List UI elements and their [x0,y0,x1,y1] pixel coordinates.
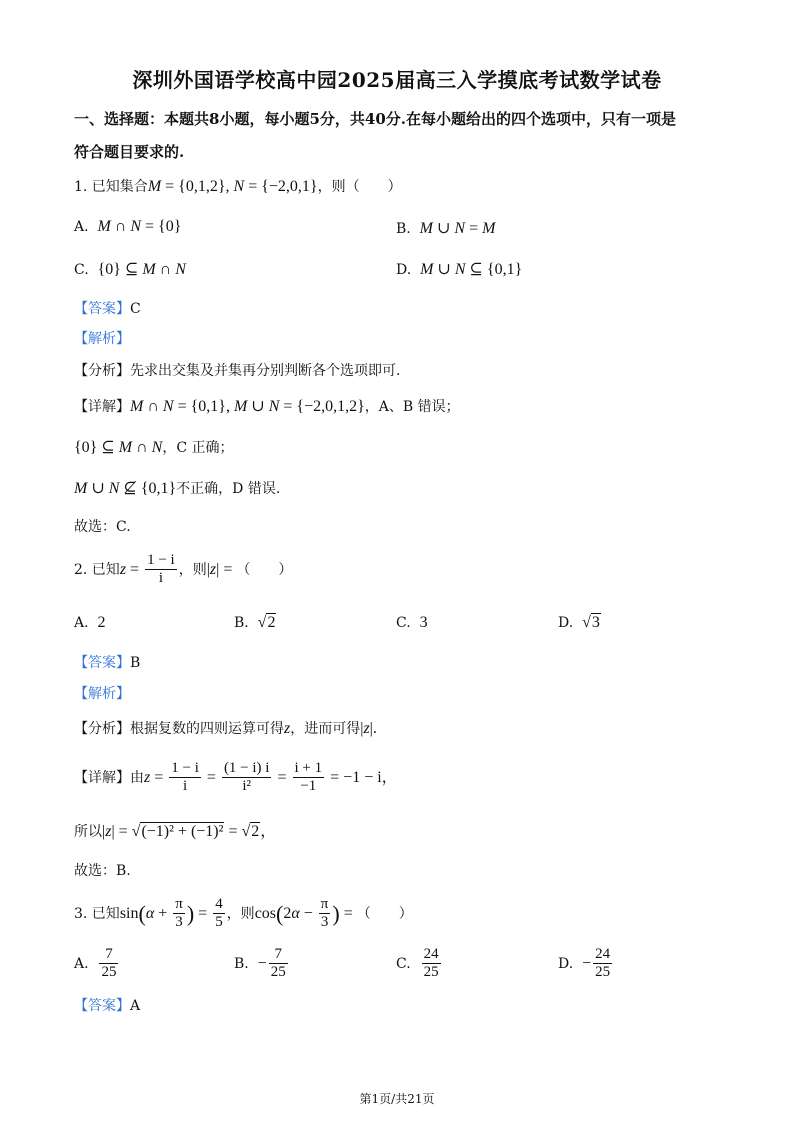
q1-choose: 故选：C. [74,519,131,535]
question-1-stem: 1. 已知集合M = {0,1,2}, N = {−2,0,1}，则（ ） [74,178,402,195]
question-3-stem: 3. 已知sin(α + $\frac{\pi}{3}$ ) = $\frac{4}{5}$ ，则cos(2α − $\frac{\pi}{3}$ ) = （ ） [74,896,413,931]
q2-choose: 故选：B. [74,863,131,879]
q2-option-b: B. √2 [234,614,276,631]
q3-option-b: B. − $\frac{7}{25}$ [234,946,286,981]
section-heading-line1: 一、选择题：本题共8小题，每小题5分，共40分.在每小题给出的四个选项中，只有一项是 [74,110,676,128]
q3-option-a: A. $\frac{7}{25}$ [74,946,117,981]
page-title: 深圳外国语学校高中园2025届高三入学摸底考试数学试卷 [132,68,662,92]
q2-option-a: A. 2 [74,614,106,631]
q2-fenxi: 【分析】根据复数的四则运算可得z，进而可得|z|. [74,720,377,737]
q1-option-d: D. M ∪ N ⊆ {0,1} [396,261,523,278]
q2-analysis-label: 【解析】 [74,686,130,702]
q2-answer: 【答案】B [74,655,141,671]
q1-option-b: B. M ∪ N = M [396,220,496,237]
q1-analysis-label: 【解析】 [74,331,130,347]
q1-answer: 【答案】C [74,301,141,317]
q2-detail: 【详解】由z = $\frac{1 - i}{i}$ = $\frac{(1 - i) i}{\text{i²}}$ = $\frac{i + 1}{-1}$ = −1 − i， [74,760,398,795]
q1-option-c: C. {0} ⊆ M ∩ N [74,261,186,278]
q1-detail-3: M ∪ N ⊈ {0,1}不正确，D 错误. [74,480,281,497]
q1-option-a: A. M ∩ N = {0} [74,218,182,235]
q1-detail-2: {0} ⊆ M ∩ N，C 正确； [74,439,234,456]
q2-detail-2: 所以|z| = √(−1)² + (−1)² = √2， [74,823,277,840]
q3-option-d: D. − $\frac{24}{25}$ [558,946,611,981]
q1-detail: 【详解】M ∩ N = {0,1}, M ∪ N = {−2,0,1,2}，A、B 错误； [74,398,460,415]
q1-fenxi: 【分析】先求出交集及并集再分别判断各个选项即可. [74,363,401,379]
question-2-stem: 2. 已知z = $\frac{1 - i}{i}$ ，则|z| = （ ） [74,552,293,587]
q3-option-c: C. $\frac{24}{25}$ [396,946,439,981]
q2-option-d: D. √3 [558,614,600,631]
section-heading-line2: 符合题目要求的. [74,143,185,161]
q3-answer: 【答案】A [74,998,141,1014]
q2-option-c: C. 3 [396,614,428,631]
page-footer: 第1页/共21页 [359,1092,435,1106]
